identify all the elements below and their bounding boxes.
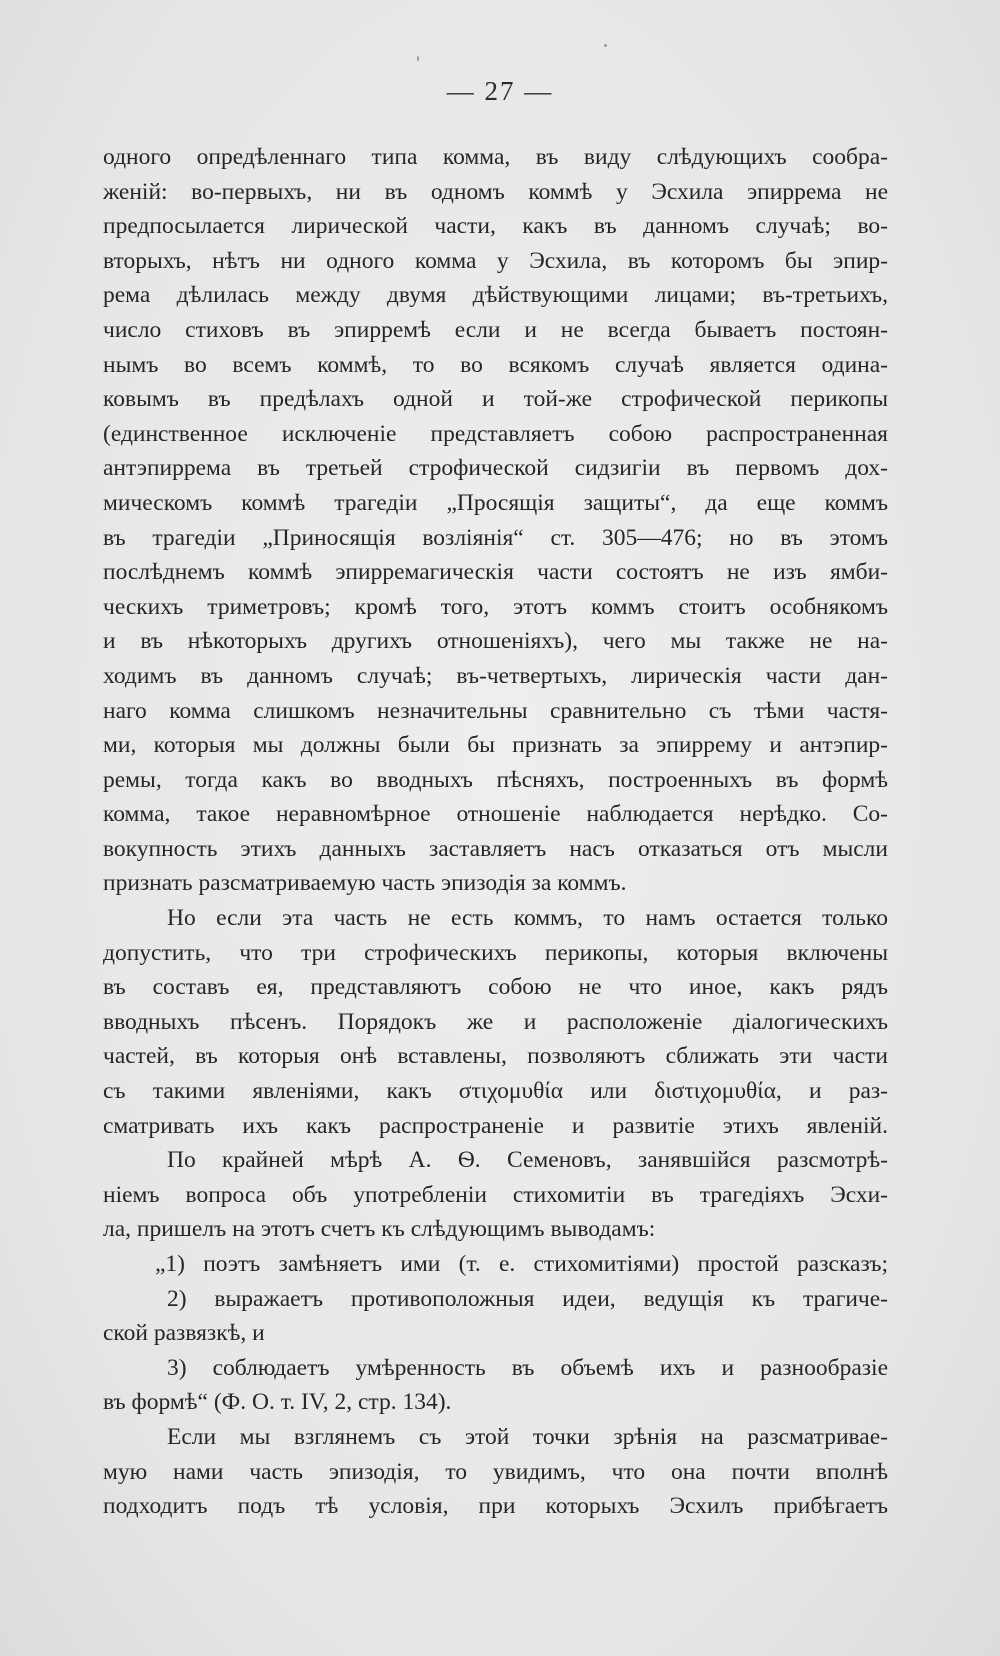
text-line: мическомъ коммѣ трагедіи „Просящія защиты“, да еще коммъ	[103, 489, 888, 516]
text-line: наго комма слишкомъ незначительны сравнительно съ тѣми частя-	[103, 697, 888, 724]
text-line: мую нами часть эпизодія, то увидимъ, что она почти вполнѣ	[103, 1458, 888, 1485]
text-line: съ такими явленіями, какъ στιχομυθία или διστιχομυθία, и раз-	[103, 1078, 888, 1105]
text-line: и въ нѣкоторыхъ другихъ отношеніяхъ), чего мы также не на-	[103, 628, 888, 655]
text-line: въ составъ ея, представляютъ собою не что иное, какъ рядъ	[103, 974, 888, 1001]
body-text	[103, 140, 888, 1524]
text-line: послѣднемъ коммѣ эпирремагическія части состоятъ не изъ ямби-	[103, 559, 888, 586]
text-line: ми, которыя мы должны были бы признать за эпиррему и антэпир-	[103, 732, 888, 759]
text-line: (единственное исключеніе представляетъ собою распространенная	[103, 420, 888, 447]
text-line: Если мы взглянемъ съ этой точки зрѣнія на разсматривае-	[167, 1423, 888, 1450]
text-line: ковымъ въ предѣлахъ одной и той-же строфической перикопы	[103, 386, 888, 413]
text-line: ремы, тогда какъ во вводныхъ пѣсняхъ, построенныхъ въ формѣ	[103, 766, 888, 793]
text-line: антэпиррема въ третьей строфической сидзигіи въ первомъ дох-	[103, 455, 888, 482]
text-line: частей, въ которыя онѣ вставлены, позволяютъ сближать эти части	[103, 1043, 888, 1070]
text-line: По крайней мѣрѣ А. Ѳ. Семеновъ, занявшійся разсмотрѣ-	[167, 1147, 888, 1174]
text-line: 3) соблюдаетъ умѣренность въ объемѣ ихъ и разнообразіе	[167, 1354, 888, 1381]
text-line: 2) выражаетъ противоположныя идеи, ведущія къ трагиче-	[167, 1285, 888, 1312]
text-line: вокупность этихъ данныхъ заставляетъ насъ отказаться отъ мысли	[103, 835, 888, 862]
paper-speck	[417, 56, 419, 61]
text-line: ходимъ въ данномъ случаѣ; въ-четвертыхъ, лирическія части дан-	[103, 662, 888, 689]
text-line: Но если эта часть не есть коммъ, то намъ остается только	[167, 905, 888, 932]
text-line: „1) поэтъ замѣняетъ ими (т. е. стихомитіями) простой разсказъ;	[155, 1251, 888, 1277]
text-line: предпосылается лирической части, какъ въ данномъ случаѣ; во-	[103, 213, 888, 240]
text-line: ніемъ вопроса объ употребленіи стихомитіи въ трагедіяхъ Эсхи-	[103, 1181, 888, 1208]
text-line: ла, пришелъ на этотъ счетъ къ слѣдующимъ выводамъ:	[103, 1216, 656, 1243]
text-line: одного опредѣленнаго типа комма, въ виду слѣдующихъ сообра-	[103, 144, 888, 170]
text-line: ческихъ триметровъ; кромѣ того, этотъ коммъ стоитъ особнякомъ	[103, 593, 888, 620]
text-line: въ трагедіи „Приносящія возліянія“ ст. 305—476; но въ этомъ	[103, 524, 888, 551]
text-line: допустить, что три строфическихъ перикопы, которыя включены	[103, 939, 888, 966]
text-line: подходитъ подъ тѣ условія, при которыхъ Эсхилъ прибѣгаетъ	[103, 1493, 888, 1520]
text-line: сматривать ихъ какъ распространеніе и развитіе этихъ явленій.	[103, 1112, 888, 1139]
text-line: комма, такое неравномѣрное отношеніе наблюдается нерѣдко. Со-	[103, 801, 888, 828]
text-line: признать разсматриваемую часть эпизодія за коммъ.	[103, 870, 627, 897]
text-line: рема дѣлилась между двумя дѣйствующими лицами; въ-третьихъ,	[103, 282, 888, 309]
text-line: нымъ во всемъ коммѣ, то во всякомъ случаѣ является одина-	[103, 351, 888, 378]
text-line: вводныхъ пѣсенъ. Порядокъ же и расположеніе діалогическихъ	[103, 1008, 888, 1035]
text-line: ской развязкѣ, и	[103, 1320, 265, 1347]
paper-speck	[604, 44, 607, 47]
page-number: — 27 —	[446, 76, 554, 106]
text-line: въ формѣ“ (Ф. О. т. IV, 2, стр. 134).	[103, 1389, 452, 1416]
text-line: вторыхъ, нѣтъ ни одного комма у Эсхила, въ которомъ бы эпир-	[103, 247, 888, 274]
text-line: число стиховъ въ эпирремѣ если и не всегда бываетъ постоян-	[103, 316, 888, 343]
text-line: женій: во-первыхъ, ни въ одномъ коммѣ у Эсхила эпиррема не	[103, 178, 888, 205]
